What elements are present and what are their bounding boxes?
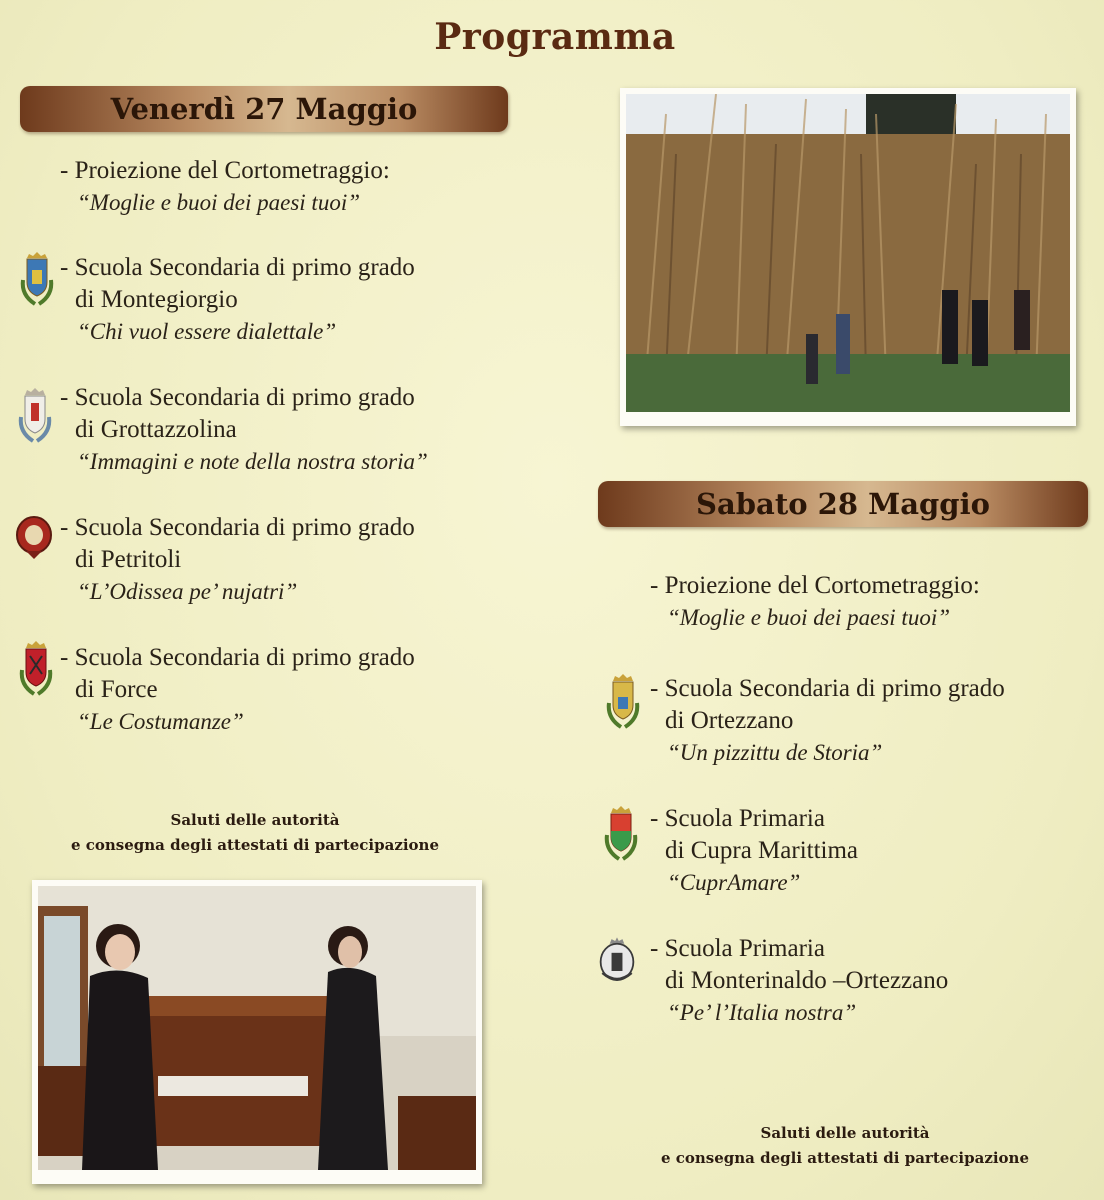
entry-school: di Montegiorgio (75, 286, 238, 313)
saturday-entry-screening (650, 570, 980, 634)
friday-entry-force (60, 642, 415, 738)
petritoli-crest-icon (14, 513, 54, 571)
entry-school: di Petritoli (75, 546, 182, 573)
entry-title: - Proiezione del Cortometraggio: (60, 157, 390, 184)
entry-title: - Scuola Primaria (650, 935, 825, 962)
entry-title: - Scuola Secondaria di primo grado (60, 644, 415, 671)
saturday-entry-monterinaldo (650, 933, 948, 1029)
entry-title: - Scuola Secondaria di primo grado (60, 384, 415, 411)
friday-entry-petritoli (60, 512, 415, 608)
saturday-entry-cupra-marittima (650, 803, 858, 899)
entry-school: di Grottazzolina (75, 416, 237, 443)
entry-quote: “Moglie e buoi dei paesi tuoi” (77, 190, 361, 215)
cupra-marittima-crest-icon (601, 805, 641, 863)
entry-title: - Scuola Secondaria di primo grado (650, 675, 1005, 702)
monterinaldo-crest-icon (597, 932, 637, 990)
saturday-closing-note (610, 1121, 1080, 1171)
friday-header: Venerdì 27 Maggio (20, 86, 508, 132)
closing-line-1: Saluti delle autorità (760, 1124, 930, 1142)
entry-quote: “Chi vuol essere dialettale” (77, 319, 337, 344)
entry-quote: “Moglie e buoi dei paesi tuoi” (667, 605, 951, 630)
entry-school: di Cupra Marittima (665, 837, 859, 864)
grottazzolina-crest-icon (15, 387, 55, 445)
closing-line-2: e consegna degli attestati di partecipazione (660, 1149, 1030, 1167)
photo-children-in-reeds (620, 88, 1076, 426)
entry-quote: “Un pizzittu de Storia” (667, 740, 883, 765)
entry-quote: “L’Odissea pe’ nujatri” (77, 579, 298, 604)
entry-school: di Monterinaldo –Ortezzano (665, 967, 949, 994)
friday-entry-montegiorgio (60, 252, 415, 348)
friday-entry-screening (60, 155, 390, 219)
entry-quote: “Immagini e note della nostra storia” (77, 449, 428, 474)
entry-quote: “CuprAmare” (667, 870, 801, 895)
friday-closing-note (20, 808, 490, 858)
photo-girls-with-chest (32, 880, 482, 1184)
entry-school: di Force (75, 676, 158, 703)
page-title: Programma (434, 16, 676, 58)
entry-title: - Scuola Primaria (650, 805, 825, 832)
entry-title: - Proiezione del Cortometraggio: (650, 572, 980, 599)
entry-school: di Ortezzano (665, 707, 794, 734)
montegiorgio-crest-icon (17, 250, 57, 308)
saturday-entry-ortezzano (650, 673, 1005, 769)
force-crest-icon (16, 640, 56, 698)
ortezzano-crest-icon (603, 673, 643, 731)
closing-line-1: Saluti delle autorità (170, 811, 340, 829)
entry-quote: “Pe’ l’Italia nostra” (667, 1000, 857, 1025)
saturday-header: Sabato 28 Maggio (598, 481, 1088, 527)
entry-title: - Scuola Secondaria di primo grado (60, 514, 415, 541)
closing-line-2: e consegna degli attestati di partecipazione (70, 836, 440, 854)
entry-quote: “Le Costumanze” (77, 709, 244, 734)
entry-title: - Scuola Secondaria di primo grado (60, 254, 415, 281)
friday-entry-grottazzolina (60, 382, 428, 478)
